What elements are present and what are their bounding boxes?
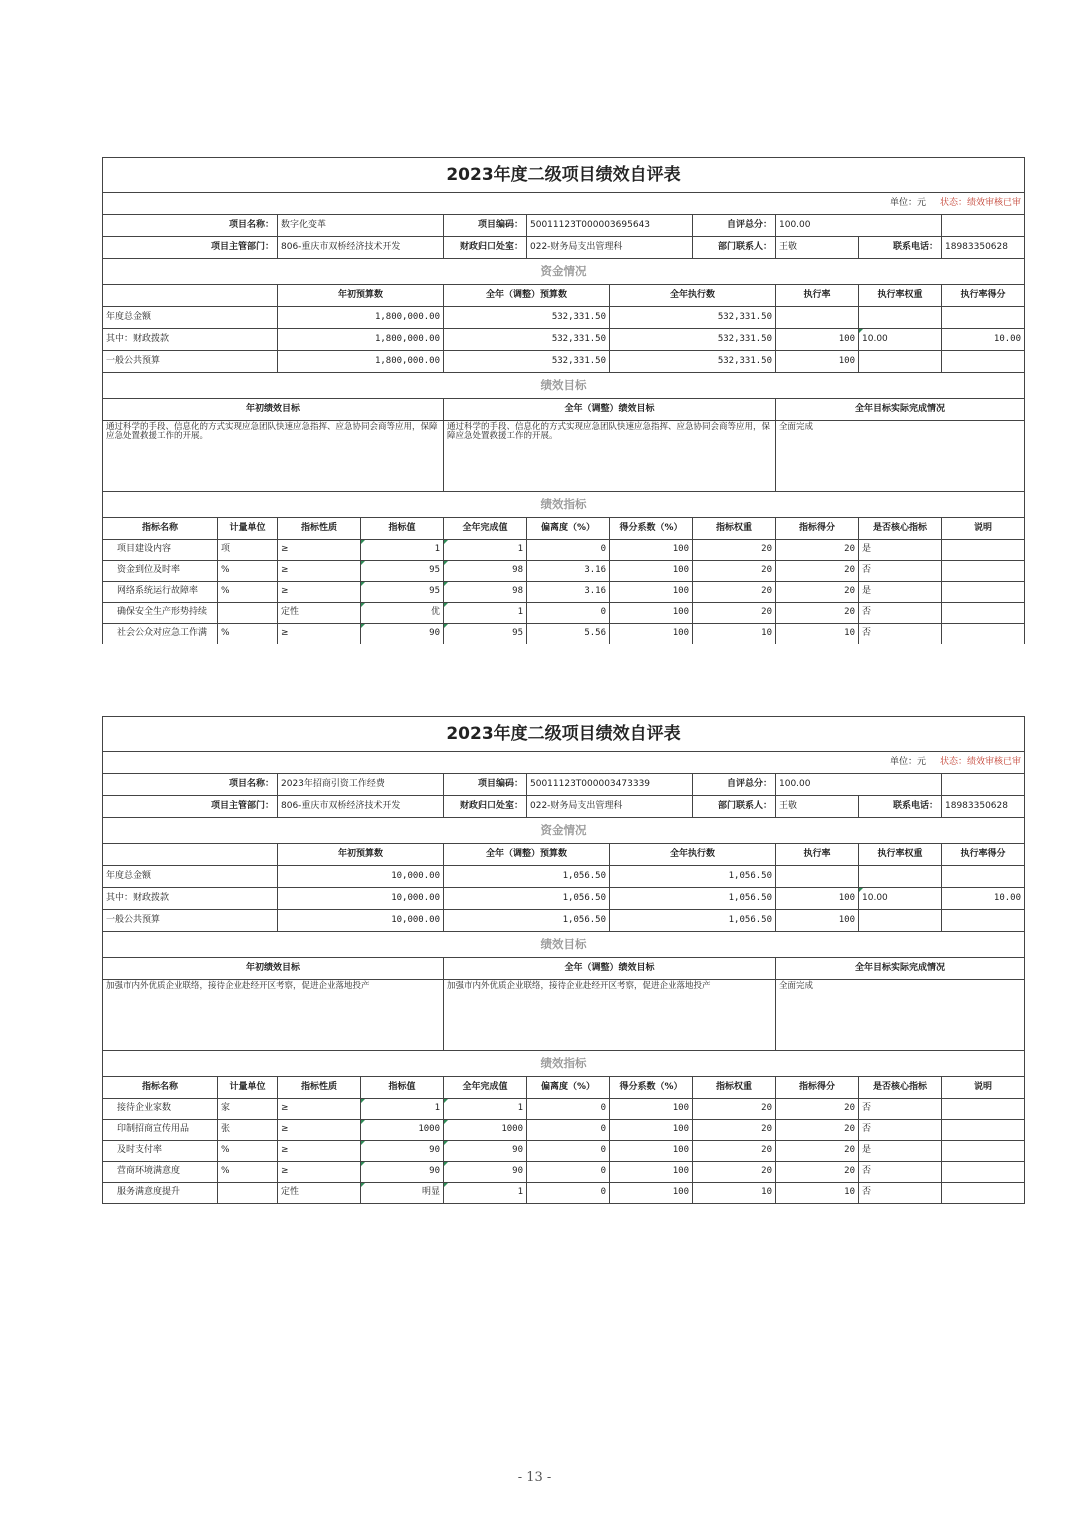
indicator-column-header: 指标得分 <box>776 1077 859 1099</box>
contact-label: 部门联系人： <box>693 237 776 259</box>
indicator-cell: 90 <box>361 624 444 645</box>
funds-column-header: 执行率权重 <box>859 844 942 866</box>
indicator-cell: 1 <box>361 1099 444 1120</box>
funds-row-label: 年度总金额 <box>103 307 278 329</box>
indicator-column-header: 得分系数（%） <box>610 518 693 540</box>
indicator-name: 项目建设内容 <box>103 540 218 561</box>
indicator-cell: 100 <box>610 1183 693 1204</box>
indicator-row <box>103 1183 1025 1204</box>
funds-cell <box>859 910 942 932</box>
funds-cell: 1,056.50 <box>444 910 610 932</box>
indicator-cell: 1 <box>444 1183 527 1204</box>
indicator-name: 及时支付率 <box>103 1141 218 1162</box>
funds-row-label: 一般公共预算 <box>103 351 278 373</box>
indicator-cell: 100 <box>610 1120 693 1141</box>
project-name-value: 2023年招商引资工作经费 <box>278 774 444 796</box>
indicator-column-header: 偏离度（%） <box>527 518 610 540</box>
indicator-cell: ≥ <box>278 582 361 603</box>
indicator-name: 营商环境满意度 <box>103 1162 218 1183</box>
indicator-name: 网络系统运行故障率 <box>103 582 218 603</box>
indicator-cell: 20 <box>693 540 776 561</box>
indicator-cell: 1 <box>444 603 527 624</box>
indicator-cell: 100 <box>610 561 693 582</box>
indicator-cell: 是 <box>859 582 942 603</box>
indicator-cell: 是 <box>859 1141 942 1162</box>
indicator-name: 印制招商宣传用品 <box>103 1120 218 1141</box>
funds-cell: 10.00 <box>859 329 942 351</box>
goal-header: 全年目标实际完成情况 <box>776 399 1025 421</box>
unit-label: 单位：元 <box>889 197 926 208</box>
indicator-cell: ≥ <box>278 1162 361 1183</box>
phone-value: 18983350628 <box>942 796 1025 818</box>
indicators-section-title: 绩效指标 <box>103 1051 1025 1077</box>
indicator-cell <box>942 1099 1025 1120</box>
contact-value: 王敬 <box>776 237 859 259</box>
funds-row <box>103 307 1025 329</box>
goal-header: 全年（调整）绩效目标 <box>444 958 776 980</box>
indicator-row <box>103 1099 1025 1120</box>
indicator-cell: ≥ <box>278 540 361 561</box>
indicator-cell: 20 <box>693 1141 776 1162</box>
indicator-cell: 20 <box>693 1120 776 1141</box>
sheet-title: 2023年度二级项目绩效自评表 <box>103 717 1025 752</box>
evaluation-table <box>102 716 1025 1204</box>
funds-cell: 532,331.50 <box>444 307 610 329</box>
goal-header: 全年（调整）绩效目标 <box>444 399 776 421</box>
indicator-cell: 20 <box>776 603 859 624</box>
project-name-label: 项目名称： <box>103 774 278 796</box>
funds-column-header: 执行率权重 <box>859 285 942 307</box>
funds-cell <box>859 351 942 373</box>
indicator-cell: % <box>218 1141 278 1162</box>
indicator-cell: 3.16 <box>527 561 610 582</box>
funds-cell: 1,056.50 <box>444 866 610 888</box>
finance-office-value: 022-财务局支出管理科 <box>527 796 693 818</box>
indicator-row <box>103 582 1025 603</box>
indicator-cell: 否 <box>859 1183 942 1204</box>
project-code-value: 50011123T000003473339 <box>527 774 693 796</box>
funds-row-label: 年度总金额 <box>103 866 278 888</box>
goal-completion-text: 全面完成 <box>776 421 1025 492</box>
funds-cell: 100 <box>776 329 859 351</box>
indicator-cell <box>942 1120 1025 1141</box>
funds-row <box>103 910 1025 932</box>
indicator-cell <box>942 1183 1025 1204</box>
indicator-row <box>103 1120 1025 1141</box>
phone-label: 联系电话： <box>859 237 942 259</box>
indicator-cell: 20 <box>776 561 859 582</box>
funds-cell: 10,000.00 <box>278 888 444 910</box>
indicator-cell: 0 <box>527 1183 610 1204</box>
evaluation-table <box>102 157 1025 644</box>
indicator-cell <box>218 1183 278 1204</box>
indicator-cell: 否 <box>859 1120 942 1141</box>
indicator-cell: 家 <box>218 1099 278 1120</box>
indicator-cell: % <box>218 582 278 603</box>
funds-column-header: 全年（调整）预算数 <box>444 844 610 866</box>
funds-cell <box>942 910 1025 932</box>
indicator-cell: 20 <box>693 603 776 624</box>
dept-value: 806-重庆市双桥经济技术开发 <box>278 796 444 818</box>
indicator-cell: 优 <box>361 603 444 624</box>
funds-cell <box>776 866 859 888</box>
evaluation-sheet <box>102 716 1024 1208</box>
indicator-cell: 是 <box>859 540 942 561</box>
adjusted-goal-text: 通过科学的手段、信息化的方式实现应急团队快速应急指挥、应急协同会商等应用，保障应急处置救援工作的开展。 <box>444 421 776 492</box>
indicator-cell: 0 <box>527 1141 610 1162</box>
funds-cell <box>776 307 859 329</box>
indicator-cell <box>218 603 278 624</box>
funds-row <box>103 888 1025 910</box>
indicator-cell: ≥ <box>278 624 361 645</box>
indicator-row <box>103 624 1025 645</box>
indicator-cell <box>942 582 1025 603</box>
funds-cell: 10.00 <box>942 888 1025 910</box>
status-badge: 状态：绩效审核已审 <box>940 756 1022 767</box>
funds-cell: 100 <box>776 888 859 910</box>
initial-goal-text: 加强市内外优质企业联络，接待企业赴经开区考察，促进企业落地投产 <box>103 980 444 1051</box>
funds-cell: 1,056.50 <box>610 910 776 932</box>
indicator-cell: 90 <box>361 1162 444 1183</box>
indicator-cell: 20 <box>693 1099 776 1120</box>
phone-label: 联系电话： <box>859 796 942 818</box>
funds-column-header: 全年（调整）预算数 <box>444 285 610 307</box>
funds-column-header: 年初预算数 <box>278 285 444 307</box>
self-score-value: 100.00 <box>776 215 942 237</box>
indicator-cell: 100 <box>610 1141 693 1162</box>
indicator-cell: 95 <box>361 561 444 582</box>
adjusted-goal-text: 加强市内外优质企业联络，接待企业赴经开区考察，促进企业落地投产 <box>444 980 776 1051</box>
indicator-cell: 95 <box>361 582 444 603</box>
funds-row-label: 其中：财政拨款 <box>103 888 278 910</box>
funds-row-label: 其中：财政拨款 <box>103 329 278 351</box>
indicator-cell: 0 <box>527 540 610 561</box>
indicator-cell: 1000 <box>361 1120 444 1141</box>
indicator-cell: 20 <box>776 1141 859 1162</box>
indicator-cell: 否 <box>859 1099 942 1120</box>
indicator-cell: 10 <box>693 624 776 645</box>
indicator-column-header: 说明 <box>942 518 1025 540</box>
funds-column-header: 执行率 <box>776 285 859 307</box>
indicator-cell <box>942 540 1025 561</box>
finance-office-label: 财政归口处室： <box>444 237 527 259</box>
indicator-cell: 3.16 <box>527 582 610 603</box>
indicator-cell: % <box>218 624 278 645</box>
goal-header: 全年目标实际完成情况 <box>776 958 1025 980</box>
empty-cell <box>942 215 1025 237</box>
funds-section-title: 资金情况 <box>103 259 1025 285</box>
indicator-cell: 否 <box>859 1162 942 1183</box>
goal-header: 年初绩效目标 <box>103 399 444 421</box>
empty-cell <box>942 774 1025 796</box>
funds-cell: 532,331.50 <box>444 329 610 351</box>
funds-column-header: 全年执行数 <box>610 844 776 866</box>
self-score-label: 自评总分： <box>693 774 776 796</box>
indicator-cell: 否 <box>859 561 942 582</box>
funds-column-header <box>103 285 278 307</box>
goal-completion-text: 全面完成 <box>776 980 1025 1051</box>
indicator-cell: 张 <box>218 1120 278 1141</box>
indicator-column-header: 是否核心指标 <box>859 1077 942 1099</box>
indicator-name: 接待企业家数 <box>103 1099 218 1120</box>
indicator-cell: 明显 <box>361 1183 444 1204</box>
funds-cell: 10.00 <box>859 888 942 910</box>
indicator-name: 服务满意度提升 <box>103 1183 218 1204</box>
dept-label: 项目主管部门： <box>103 796 278 818</box>
indicator-cell: 0 <box>527 1120 610 1141</box>
funds-cell: 532,331.50 <box>444 351 610 373</box>
indicator-column-header: 计量单位 <box>218 1077 278 1099</box>
project-name-label: 项目名称： <box>103 215 278 237</box>
indicator-cell: 20 <box>776 540 859 561</box>
funds-cell: 100 <box>776 910 859 932</box>
goals-section-title: 绩效目标 <box>103 932 1025 958</box>
indicator-cell: 10 <box>693 1183 776 1204</box>
indicator-cell <box>942 1141 1025 1162</box>
unit-label: 单位：元 <box>889 756 926 767</box>
indicator-cell: ≥ <box>278 1141 361 1162</box>
indicator-column-header: 指标权重 <box>693 518 776 540</box>
funds-column-header <box>103 844 278 866</box>
indicator-cell: 定性 <box>278 603 361 624</box>
indicator-cell: 20 <box>693 1162 776 1183</box>
indicator-cell: 1 <box>444 540 527 561</box>
contact-value: 王敬 <box>776 796 859 818</box>
indicator-cell: 20 <box>776 582 859 603</box>
initial-goal-text: 通过科学的手段、信息化的方式实现应急团队快速应急指挥、应急协同会商等应用，保障应急处置救援工作的开展。 <box>103 421 444 492</box>
funds-cell: 1,800,000.00 <box>278 329 444 351</box>
funds-cell <box>942 866 1025 888</box>
indicator-cell: 90 <box>444 1141 527 1162</box>
funds-cell: 532,331.50 <box>610 307 776 329</box>
funds-row <box>103 351 1025 373</box>
indicator-cell: 90 <box>361 1141 444 1162</box>
indicator-column-header: 全年完成值 <box>444 1077 527 1099</box>
indicator-cell: 90 <box>444 1162 527 1183</box>
indicator-row <box>103 561 1025 582</box>
funds-section-title: 资金情况 <box>103 818 1025 844</box>
indicator-cell: 1 <box>444 1099 527 1120</box>
funds-cell: 10,000.00 <box>278 910 444 932</box>
phone-value: 18983350628 <box>942 237 1025 259</box>
funds-column-header: 年初预算数 <box>278 844 444 866</box>
indicator-cell <box>942 561 1025 582</box>
funds-cell <box>942 351 1025 373</box>
funds-column-header: 全年执行数 <box>610 285 776 307</box>
indicator-column-header: 指标名称 <box>103 518 218 540</box>
indicator-cell: 0 <box>527 1099 610 1120</box>
unit-status-row <box>103 752 1025 774</box>
funds-cell: 100 <box>776 351 859 373</box>
indicator-column-header: 指标值 <box>361 1077 444 1099</box>
indicator-column-header: 得分系数（%） <box>610 1077 693 1099</box>
funds-cell: 1,800,000.00 <box>278 307 444 329</box>
indicator-column-header: 指标名称 <box>103 1077 218 1099</box>
finance-office-value: 022-财务局支出管理科 <box>527 237 693 259</box>
funds-cell <box>859 307 942 329</box>
indicator-column-header: 计量单位 <box>218 518 278 540</box>
indicator-cell: 0 <box>527 1162 610 1183</box>
indicator-cell: 否 <box>859 624 942 645</box>
evaluation-sheet <box>102 157 1024 649</box>
funds-row <box>103 329 1025 351</box>
indicator-cell: ≥ <box>278 561 361 582</box>
indicator-cell: 定性 <box>278 1183 361 1204</box>
indicator-cell: 10 <box>776 1183 859 1204</box>
project-code-label: 项目编码： <box>444 215 527 237</box>
dept-value: 806-重庆市双桥经济技术开发 <box>278 237 444 259</box>
indicator-name: 社会公众对应急工作满 <box>103 624 218 645</box>
indicator-cell: % <box>218 561 278 582</box>
indicator-cell: 1000 <box>444 1120 527 1141</box>
indicator-cell: 20 <box>776 1120 859 1141</box>
indicator-row <box>103 1162 1025 1183</box>
indicator-cell: 5.56 <box>527 624 610 645</box>
indicator-cell: 10 <box>776 624 859 645</box>
funds-cell: 1,800,000.00 <box>278 351 444 373</box>
indicator-cell: 否 <box>859 603 942 624</box>
funds-row-label: 一般公共预算 <box>103 910 278 932</box>
indicator-cell: 1 <box>361 540 444 561</box>
indicator-cell: 20 <box>693 561 776 582</box>
self-score-value: 100.00 <box>776 774 942 796</box>
indicator-cell: 20 <box>693 582 776 603</box>
funds-column-header: 执行率 <box>776 844 859 866</box>
indicator-cell: 100 <box>610 603 693 624</box>
self-score-label: 自评总分： <box>693 215 776 237</box>
funds-cell <box>859 866 942 888</box>
project-name-value: 数字化变革 <box>278 215 444 237</box>
funds-cell <box>942 307 1025 329</box>
indicator-cell: ≥ <box>278 1120 361 1141</box>
indicator-cell: 95 <box>444 624 527 645</box>
indicator-cell: 98 <box>444 582 527 603</box>
contact-label: 部门联系人： <box>693 796 776 818</box>
indicator-column-header: 指标性质 <box>278 1077 361 1099</box>
funds-column-header: 执行率得分 <box>942 844 1025 866</box>
indicator-cell: 100 <box>610 624 693 645</box>
goal-header: 年初绩效目标 <box>103 958 444 980</box>
indicator-row <box>103 540 1025 561</box>
indicator-column-header: 指标性质 <box>278 518 361 540</box>
indicator-cell: 100 <box>610 1162 693 1183</box>
funds-cell: 1,056.50 <box>610 866 776 888</box>
funds-cell: 10,000.00 <box>278 866 444 888</box>
funds-cell: 1,056.50 <box>610 888 776 910</box>
funds-cell: 532,331.50 <box>610 351 776 373</box>
indicator-cell: 0 <box>527 603 610 624</box>
indicator-cell: 100 <box>610 1099 693 1120</box>
project-code-label: 项目编码： <box>444 774 527 796</box>
indicator-cell <box>942 624 1025 645</box>
indicator-column-header: 指标得分 <box>776 518 859 540</box>
indicator-column-header: 说明 <box>942 1077 1025 1099</box>
indicator-column-header: 指标值 <box>361 518 444 540</box>
indicator-row <box>103 603 1025 624</box>
indicator-name: 资金到位及时率 <box>103 561 218 582</box>
indicator-cell: 100 <box>610 582 693 603</box>
funds-row <box>103 866 1025 888</box>
funds-column-header: 执行率得分 <box>942 285 1025 307</box>
indicator-cell: % <box>218 1162 278 1183</box>
indicator-cell <box>942 603 1025 624</box>
page-number: - 13 - <box>517 1470 552 1485</box>
indicator-column-header: 偏离度（%） <box>527 1077 610 1099</box>
indicator-cell <box>942 1162 1025 1183</box>
indicator-cell: 98 <box>444 561 527 582</box>
indicator-column-header: 是否核心指标 <box>859 518 942 540</box>
status-badge: 状态：绩效审核已审 <box>940 197 1022 208</box>
indicator-cell: ≥ <box>278 1099 361 1120</box>
unit-status-row <box>103 193 1025 215</box>
funds-cell: 10.00 <box>942 329 1025 351</box>
indicator-column-header: 全年完成值 <box>444 518 527 540</box>
indicator-cell: 项 <box>218 540 278 561</box>
dept-label: 项目主管部门： <box>103 237 278 259</box>
sheet-title: 2023年度二级项目绩效自评表 <box>103 158 1025 193</box>
indicator-cell: 20 <box>776 1162 859 1183</box>
indicator-cell: 20 <box>776 1099 859 1120</box>
indicators-section-title: 绩效指标 <box>103 492 1025 518</box>
funds-cell: 1,056.50 <box>444 888 610 910</box>
finance-office-label: 财政归口处室： <box>444 796 527 818</box>
indicator-column-header: 指标权重 <box>693 1077 776 1099</box>
project-code-value: 50011123T000003695643 <box>527 215 693 237</box>
indicator-name: 确保安全生产形势持续 <box>103 603 218 624</box>
indicator-row <box>103 1141 1025 1162</box>
indicator-cell: 100 <box>610 540 693 561</box>
goals-section-title: 绩效目标 <box>103 373 1025 399</box>
funds-cell: 532,331.50 <box>610 329 776 351</box>
